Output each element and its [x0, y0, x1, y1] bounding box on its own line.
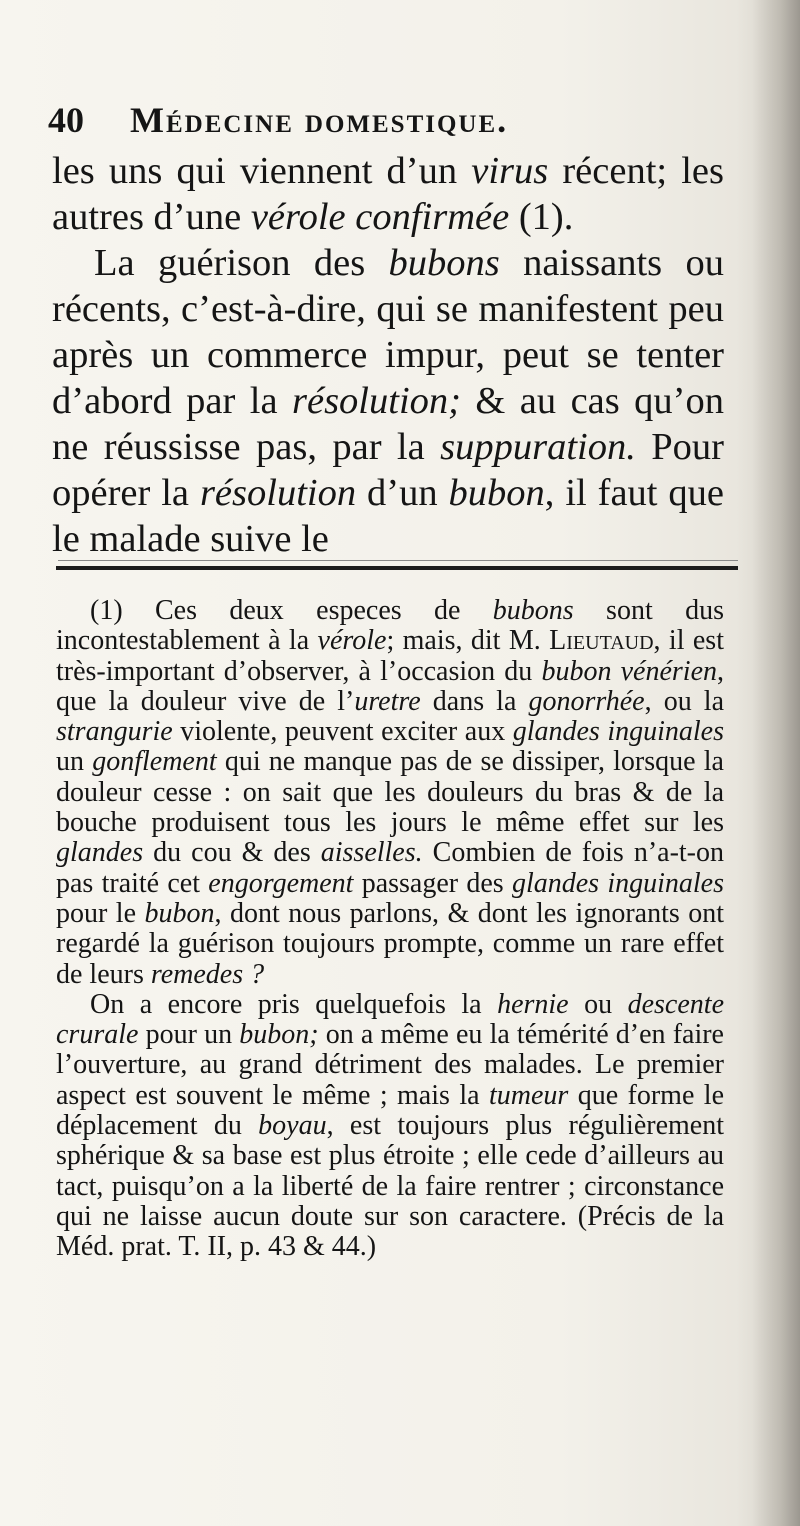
page-number: 40: [48, 100, 84, 140]
text-run: , il faut que le malade suive le: [52, 472, 725, 560]
italic-text-run: bubon vénérien: [541, 655, 718, 687]
text-run: qui ne manque pas de se dissiper, lorsque la douleur cesse : on sait que les douleurs du bras & de la bouche produisent tous les jours le même effet sur les: [56, 746, 724, 839]
text-run: , que la douleur vive de l’: [56, 655, 725, 717]
text-run: les uns qui viennent d’un: [52, 150, 472, 192]
footnote-block: [56, 596, 724, 1263]
italic-text-run: strangurie: [56, 716, 173, 748]
text-run: du cou & des: [143, 837, 321, 869]
text-run: (1) Ces deux especes de: [90, 595, 493, 626]
text-run: pour le: [56, 897, 145, 929]
text-run: que forme le déplacement du: [56, 1079, 725, 1142]
text-run: , dont nous parlons, & dont les ignorants ont regardé la guérison toujours prompte, comme un rare effet de leurs: [56, 897, 724, 990]
italic-text-run: uretre: [354, 685, 421, 717]
italic-text-run: vérole confirmée: [250, 196, 510, 238]
running-title: Médecine domestique.: [130, 100, 509, 140]
main-text: [52, 148, 724, 562]
page-header: [48, 96, 748, 144]
italic-text-run: bubons: [388, 242, 500, 284]
italic-text-run: vérole: [317, 625, 387, 657]
text-run: ou: [568, 988, 628, 1020]
text-run: récent; les autres d’une: [52, 150, 724, 238]
text-run: , ou la: [644, 685, 724, 717]
italic-text-run: engorgement: [208, 867, 354, 899]
text-run: Pour opérer la: [52, 426, 724, 514]
text-run: un: [56, 746, 93, 778]
text-run: violente, peuvent exciter aux: [172, 716, 513, 748]
italic-text-run: glandes inguinales: [512, 716, 725, 748]
italic-text-run: résolution;: [292, 380, 461, 422]
text-run: , est toujours plus régulièrement sphérique & sa base est plus étroite ; elle cede d’ailleurs au tact, puisqu’on a la liberté de la faire rentrer ; circonstance qui ne laisse aucun doute sur son caractere. (Précis de la Méd. prat. T. II, p. 43 & 44.): [56, 1110, 724, 1263]
text-run: d’un: [356, 472, 449, 514]
text-run: ; mais, dit M.: [386, 625, 550, 657]
italic-text-run: glandes inguinales: [511, 867, 724, 899]
text-run: dans la: [420, 685, 529, 717]
text-run: pour un: [138, 1019, 240, 1051]
italic-text-run: boyau: [258, 1110, 327, 1142]
page-gutter-shadow: [752, 0, 800, 1526]
italic-text-run: gonorrhée: [528, 685, 645, 717]
text-run: & au cas qu’on ne réussisse pas, par la: [52, 380, 724, 468]
italic-text-run: gonflement: [92, 746, 217, 778]
italic-text-run: descente crurale: [56, 988, 724, 1051]
italic-text-run: virus: [471, 150, 549, 192]
text-run: naissants ou récents, c’est-à-dire, qui se manifestent peu après un commerce impur, peut se tenter d’abord par la: [52, 242, 724, 422]
italic-text-run: suppuration.: [440, 426, 636, 468]
italic-text-run: glandes: [56, 837, 144, 869]
italic-text-run: bubon: [144, 897, 215, 929]
main-paragraph: [52, 240, 724, 562]
footnote-paragraph: [56, 596, 724, 990]
text-run: La guérison des: [94, 242, 389, 284]
text-run: passager des: [353, 867, 512, 899]
italic-text-run: bubon;: [239, 1019, 319, 1051]
text-run: On a encore pris quelquefois la: [90, 988, 498, 1020]
text-run: , il est très-important d’observer, à l’occasion du: [56, 625, 724, 687]
italic-text-run: bubon: [448, 472, 545, 514]
italic-text-run: remedes ?: [150, 958, 265, 990]
small-caps-text-run: Lieutaud: [549, 625, 654, 657]
italic-text-run: bubons: [492, 595, 574, 626]
italic-text-run: aisselles.: [320, 837, 423, 869]
footnote-paragraph: [56, 990, 724, 1263]
italic-text-run: résolution: [199, 472, 357, 514]
text-run: on a même eu la témérité d’en faire l’ouverture, au grand détriment des malades. Le premier aspect est souvent le même ; mais la: [56, 1019, 724, 1111]
text-run: sont dus incontestablement à la: [56, 595, 724, 657]
italic-text-run: tumeur: [488, 1079, 569, 1111]
italic-text-run: hernie: [497, 988, 569, 1020]
main-paragraph: [52, 148, 724, 240]
text-run: (1).: [509, 196, 574, 238]
text-run: Combien de fois n’a-t-on pas traité cet: [56, 837, 724, 899]
footnote-separator-rule: [56, 566, 738, 570]
separator-hairline: [58, 560, 738, 561]
